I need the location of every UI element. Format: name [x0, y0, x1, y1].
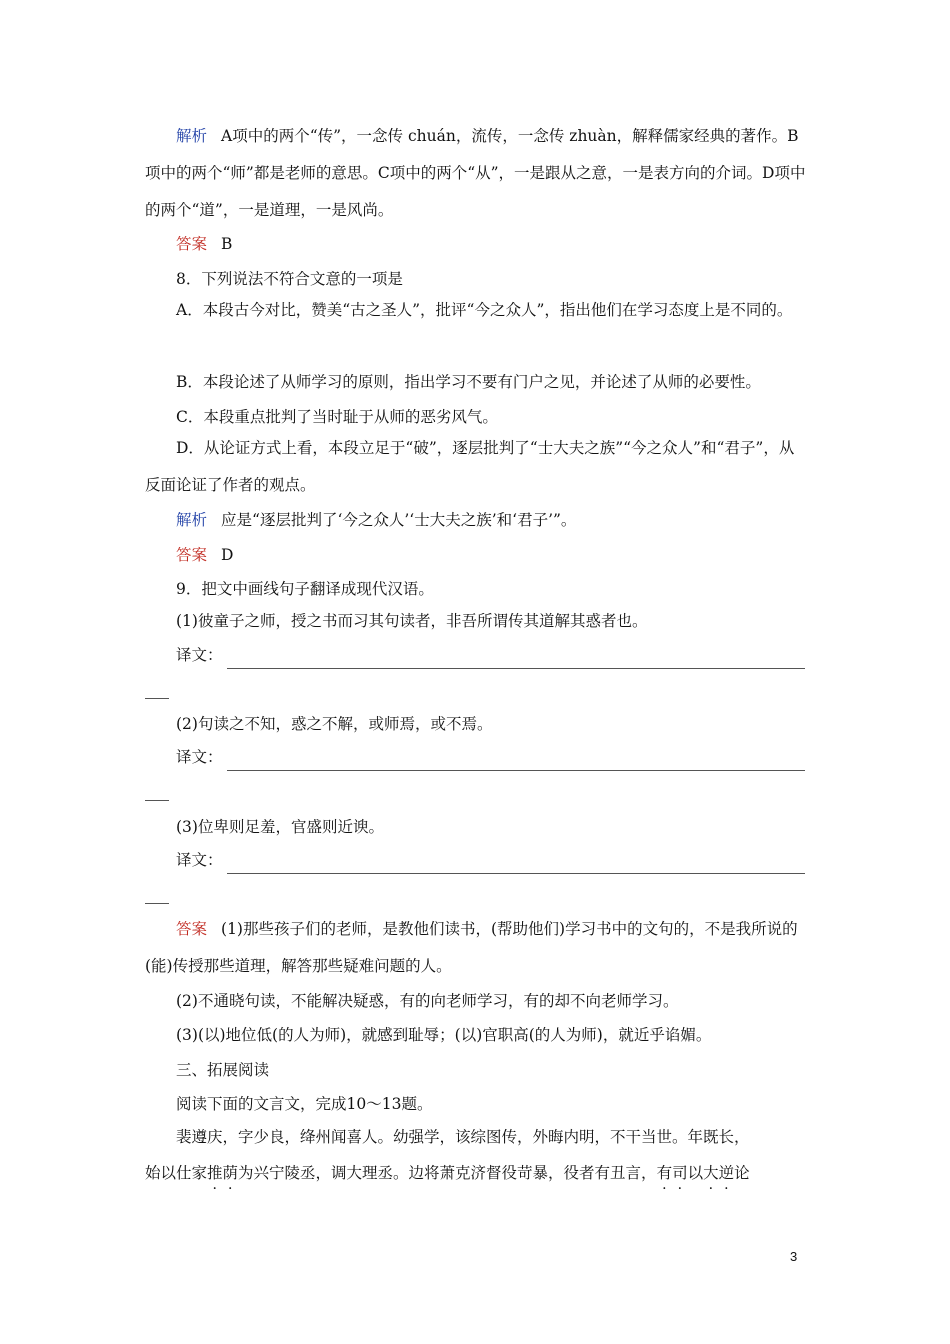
emphasis-dotted-text	[657, 1164, 688, 1182]
analysis-text: 应是“逐层批判了‘今之众人’‘士大夫之族’和‘君子’”。	[221, 511, 577, 529]
q8-option-a: A．本段古今对比，赞美“古之圣人”，批评“今之众人”，指出他们在学习态度上是不同的。	[176, 301, 793, 319]
emphasis-char: 逆	[718, 1164, 735, 1182]
q9-sentence-2: (2)句读之不知，惑之不解，或师焉，或不焉。	[176, 715, 493, 733]
analysis-text: A项中的两个“传”，一念传 chuán，流传，一念传 zhuàn，解释儒家经典的著作。B项中的两个“师”都是老师的意思。C项中的两个“从”，一是跟从之意，一是表方向的介词。D项中的两个“道”，一是道理，一是风尚。	[145, 127, 806, 219]
page-number: 3	[790, 1249, 798, 1264]
q7-answer	[176, 230, 807, 258]
q9-stem: 9．把文中画线句子翻译成现代汉语。	[176, 580, 434, 598]
answer-text: D	[221, 546, 234, 564]
section-heading: 三、拓展阅读	[176, 1061, 270, 1079]
q9-translation-line-3	[176, 846, 807, 874]
q8-answer	[176, 541, 807, 569]
answer-label: 答案	[176, 235, 208, 253]
passage-line-2: 始以仕家推荫为兴宁陵丞，调大理丞。边将萧克济督役苛暴，役者有丑言，有司以大逆论	[145, 1164, 750, 1182]
q9-answer-3: (3)(以)地位低(的人为师)，就感到耻辱；(以)官职高(的人为师)，就近乎谄媚。	[176, 1026, 712, 1044]
q8-option-c: C．本段重点批判了当时耻于从师的恶劣风气。	[176, 408, 498, 426]
translation-label: 译文：	[176, 851, 223, 869]
emphasis-char: 司	[672, 1164, 688, 1182]
translation-blank-3-tail	[145, 903, 169, 904]
q9-answer-2: (2)不通晓句读，不能解决疑惑，有的向老师学习，有的却不向老师学习。	[176, 992, 679, 1010]
translation-blank-2[interactable]	[227, 752, 805, 771]
translation-label: 译文：	[176, 646, 223, 664]
emphasis-dotted-text	[207, 1164, 238, 1182]
q9-sentence-3: (3)位卑则足羞，官盛则近谀。	[176, 818, 384, 836]
emphasis-char: 大	[703, 1164, 719, 1182]
translation-blank-3[interactable]	[227, 855, 805, 874]
emphasis-char: 荫	[222, 1164, 239, 1182]
section-instruction: 阅读下面的文言文，完成10～13题。	[176, 1095, 433, 1113]
analysis-label: 解析	[176, 511, 208, 529]
q8-analysis	[176, 506, 807, 534]
translation-blank-1[interactable]	[227, 650, 805, 669]
passage-line-1: 裴遵庆，字少良，绛州闻喜人。幼强学，该综图传，外晦内明，不干当世。年既长，	[176, 1128, 750, 1146]
analysis-label: 解析	[176, 127, 208, 145]
answer-text: (1)那些孩子们的老师，是教他们读书，(帮助他们)学习书中的文句的，不是我所说的(能)传授那些道理，解答那些疑难问题的人。	[145, 920, 798, 975]
q8-stem: 8．下列说法不符合文意的一项是	[176, 270, 403, 288]
emphasis-char: 有	[656, 1164, 673, 1182]
q9-answer-1	[145, 911, 807, 985]
q7-analysis	[145, 118, 807, 229]
q9-translation-line-2	[176, 743, 807, 771]
answer-label: 答案	[176, 546, 208, 564]
translation-blank-2-tail	[145, 800, 169, 801]
translation-blank-1-tail	[145, 698, 169, 699]
q9-translation-line-1	[176, 641, 807, 669]
q8-option-b: B．本段论述了从师学习的原则，指出学习不要有门户之见，并论述了从师的必要性。	[176, 373, 761, 391]
answer-text: B	[221, 235, 233, 253]
q9-sentence-1: (1)彼童子之师，授之书而习其句读者，非吾所谓传其道解其惑者也。	[176, 612, 648, 630]
emphasis-dotted-text	[703, 1164, 734, 1182]
q8-option-d: D．从论证方式上看，本段立足于“破”，逐层批判了“士大夫之族”“今之众人”和“君子”，从反面论证了作者的观点。	[145, 439, 795, 494]
translation-label: 译文：	[176, 748, 223, 766]
answer-label: 答案	[176, 920, 208, 938]
emphasis-char: 推	[207, 1164, 223, 1182]
